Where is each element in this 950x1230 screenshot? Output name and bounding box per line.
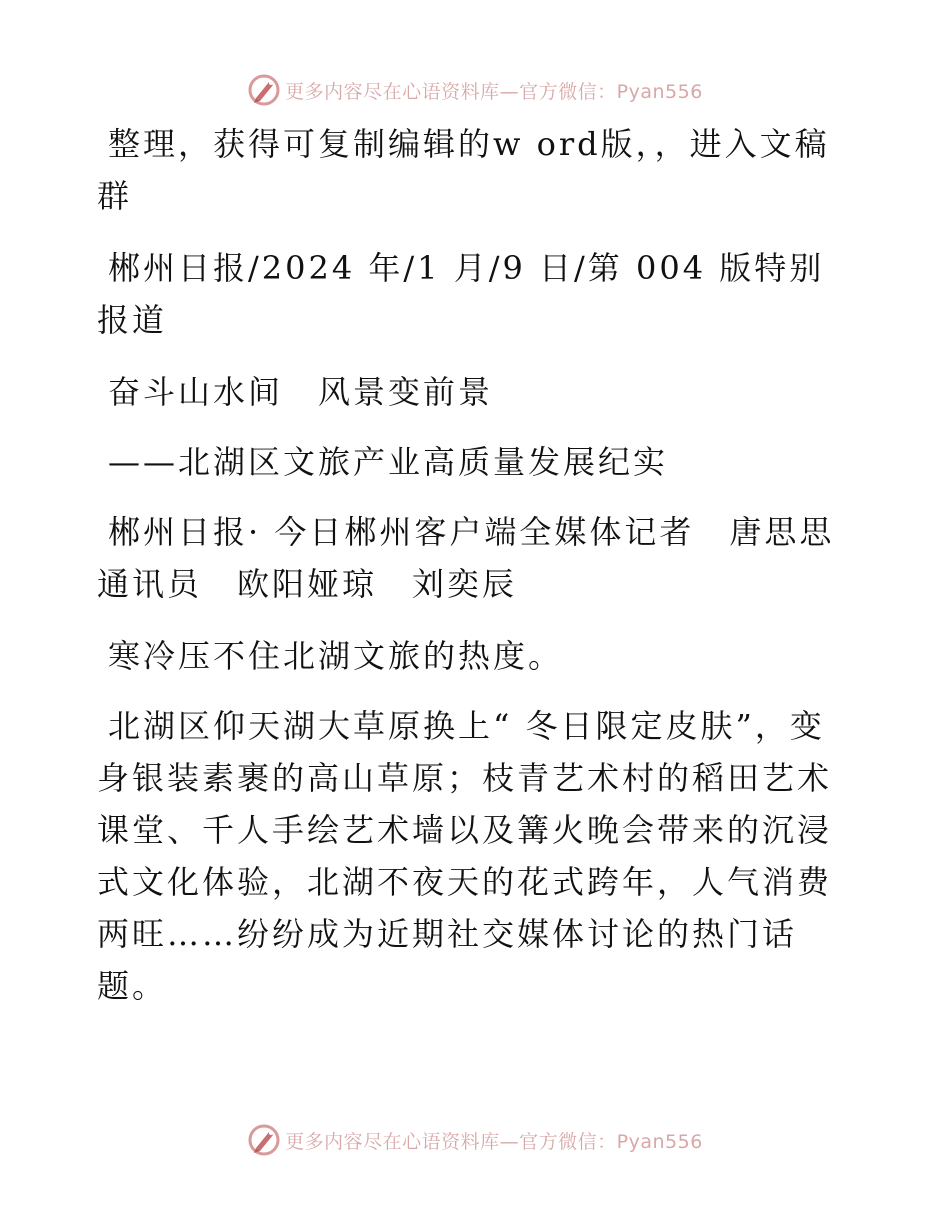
paragraph-lead: 寒冷压不住北湖文旅的热度。 (108, 637, 564, 675)
watermark-footer (0, 1118, 950, 1162)
article-byline: 郴州日报· 今日郴州客户端全媒体记者 唐思思 通讯员 欧阳娅琼 刘奕辰 (97, 513, 870, 603)
watermark-group (247, 73, 703, 107)
watermark-group (247, 1123, 703, 1157)
paragraph-source: 郴州日报/2024 年/1 月/9 日/第 004 版特别报道 (97, 249, 825, 339)
document-body (97, 118, 870, 1032)
article-title: 奋斗山水间 风景变前景 (108, 373, 494, 411)
pen-logo-icon (247, 1123, 281, 1157)
paragraph-intro: 整理，获得可复制编辑的w ord版，，进入文稿群 (97, 125, 830, 215)
paragraph-body: 北湖区仰天湖大草原换上“ 冬日限定皮肤”，变身银装素裹的高山草原；枝青艺术村的稻田艺术课堂、千人手绘艺术墙以及篝火晚会带来的沉浸式文化体验，北湖不夜天的花式跨年，人气消费两旺……纷纷成为近期社交媒体讨论的热门话题。 (97, 707, 833, 1005)
watermark-header (0, 68, 950, 112)
pen-logo-icon (247, 73, 281, 107)
article-subtitle: ——北湖区文旅产业高质量发展纪实 (108, 443, 669, 481)
watermark-text: 更多内容尽在心语资料库—官方微信：Pyan556 (285, 80, 703, 103)
watermark-text: 更多内容尽在心语资料库—官方微信：Pyan556 (285, 1130, 703, 1153)
